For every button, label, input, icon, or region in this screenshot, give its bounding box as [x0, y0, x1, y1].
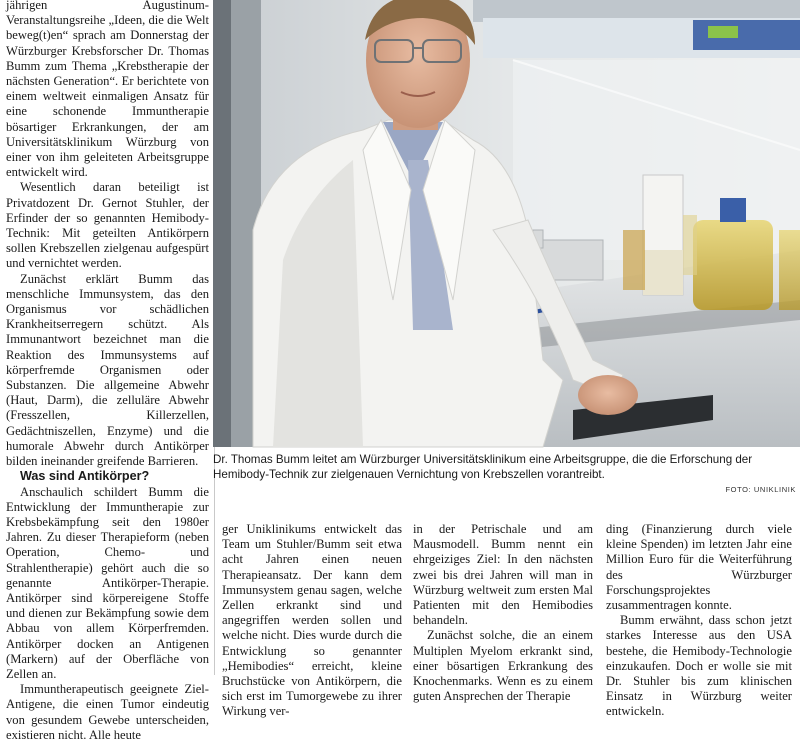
article-paragraph: Immuntherapeutisch geeignete Ziel-Antigene, die einen Tumor eindeutig von gesundem Gewebe unterscheiden, existieren nicht. Alle heute — [6, 682, 209, 742]
article-paragraph: Bumm erwähnt, dass schon jetzt starkes Interesse aus den USA bestehe, die Hemibody-Technologie einzukaufen. Doch er wolle sie mit Dr. Stuhler bis zum klinischen Einsatz in Würzburg weiter entwickeln. — [606, 613, 792, 719]
photo-caption — [213, 452, 796, 494]
article-column-b — [222, 522, 402, 719]
photo-credit: FOTO: UNIKLINIK — [725, 485, 796, 494]
article-paragraph: Wesentlich daran beteiligt ist Privatdozent Dr. Gernot Stuhler, der Erfinder der so genannten Hemibody-Technik: Mit geteilten Antikörpern sollen Krebszellen zielgenau aufgespürt und vernichtet werden. — [6, 180, 209, 271]
lab-scientist-photo — [213, 0, 800, 447]
article-paragraph: in der Petrischale und am Mausmodell. Bumm nennt ein ehrgeiziges Ziel: In den nächsten zwei bis drei Jahren will man in Würzburg weltweit zum ersten Mal Patienten mit den Hemibodies behandeln. — [413, 522, 593, 628]
article-column-left — [6, 0, 209, 742]
article-paragraph: Zunächst erklärt Bumm das menschliche Immunsystem, das den Organismus vor schädlichen Krankheitserregern schützt. Als Immunantwort bezeichnet man die Reaktion des Immunsystems auf körperfremde Organismen oder Substanzen. Die allgemeine Abwehr (Haut, Darm), die zelluläre Abwehr (Fresszellen, Killerzellen, Gedächtniszellen, Enzyme) und die humorale Abwehr durch Antikörper bilden ineinander greifende Barrieren. — [6, 271, 209, 469]
article-paragraph: jährigen Augustinum-Veranstaltungsreihe „Ideen, die die Welt beweg(t)en“ sprach am Donnerstag der Würzburger Krebsforscher Dr. Thomas Bumm zum Thema „Krebstherapie der nächsten Generation“. Er berichtete von einem weltweit einmaligen Ansatz für eine schonende Immuntherapie bösartiger Erkrankungen, der am Universitätsklinikum Würzburg von einer von ihm geleiteten Arbeitsgruppe entwickelt wird. — [6, 0, 209, 180]
article-column-c — [413, 522, 593, 704]
article-paragraph: ding (Finanzierung durch viele kleine Spenden) im letzten Jahr eine Million Euro für die Weiterführung des Würzburger Forschungsprojektes zusammentragen konnte. — [606, 522, 792, 613]
article-photo — [213, 0, 800, 447]
article-paragraph: Anschaulich schildert Bumm die Entwicklung der Immuntherapie zur Krebsbekämpfung seit den 1980er Jahren. Zu dieser Therapieform (neben Operation, Chemo- und Strahlentherapie) gehört auch die so genannte Antikörper-Therapie. Antikörper sind körpereigene Stoffe und dienen zur Bekämpfung sowie dem Abbau von allem Körperfremden. Antikörper docken an Antigenen (Markern) auf der Oberfläche von Zellen an. — [6, 484, 209, 681]
article-paragraph: Zunächst solche, die an einem Multiplen Myelom erkrankt sind, einer bösartigen Erkrankung des Knochenmarks. Wenn es zu einem guten Ansprechen der Therapie — [413, 628, 593, 704]
article-paragraph: ger Uniklinikums entwickelt das Team um Stuhler/Bumm seit etwa acht Jahren einen neuen Therapieansatz. Der kann dem Immunsystem genau sagen, welche Zellen erkrankt sind und angegriffen werden sollen und welche nicht. Dies wurde durch die Entwicklung so genannter „Hemibodies“ erreicht, kleine Bruchstücke von Antikörpern, die sich erst im Tumorgewebe zu ihrer Wirkung ver- — [222, 522, 402, 719]
caption-text: Dr. Thomas Bumm leitet am Würzburger Universitätsklinikum eine Arbeitsgruppe, die die Erforschung der Hemibody-Technik zur zielgenauen Vernichtung von Krebszellen vorantreibt. — [213, 453, 753, 481]
article-column-d — [606, 522, 792, 719]
article-subheading: Was sind Antikörper? — [20, 469, 150, 484]
